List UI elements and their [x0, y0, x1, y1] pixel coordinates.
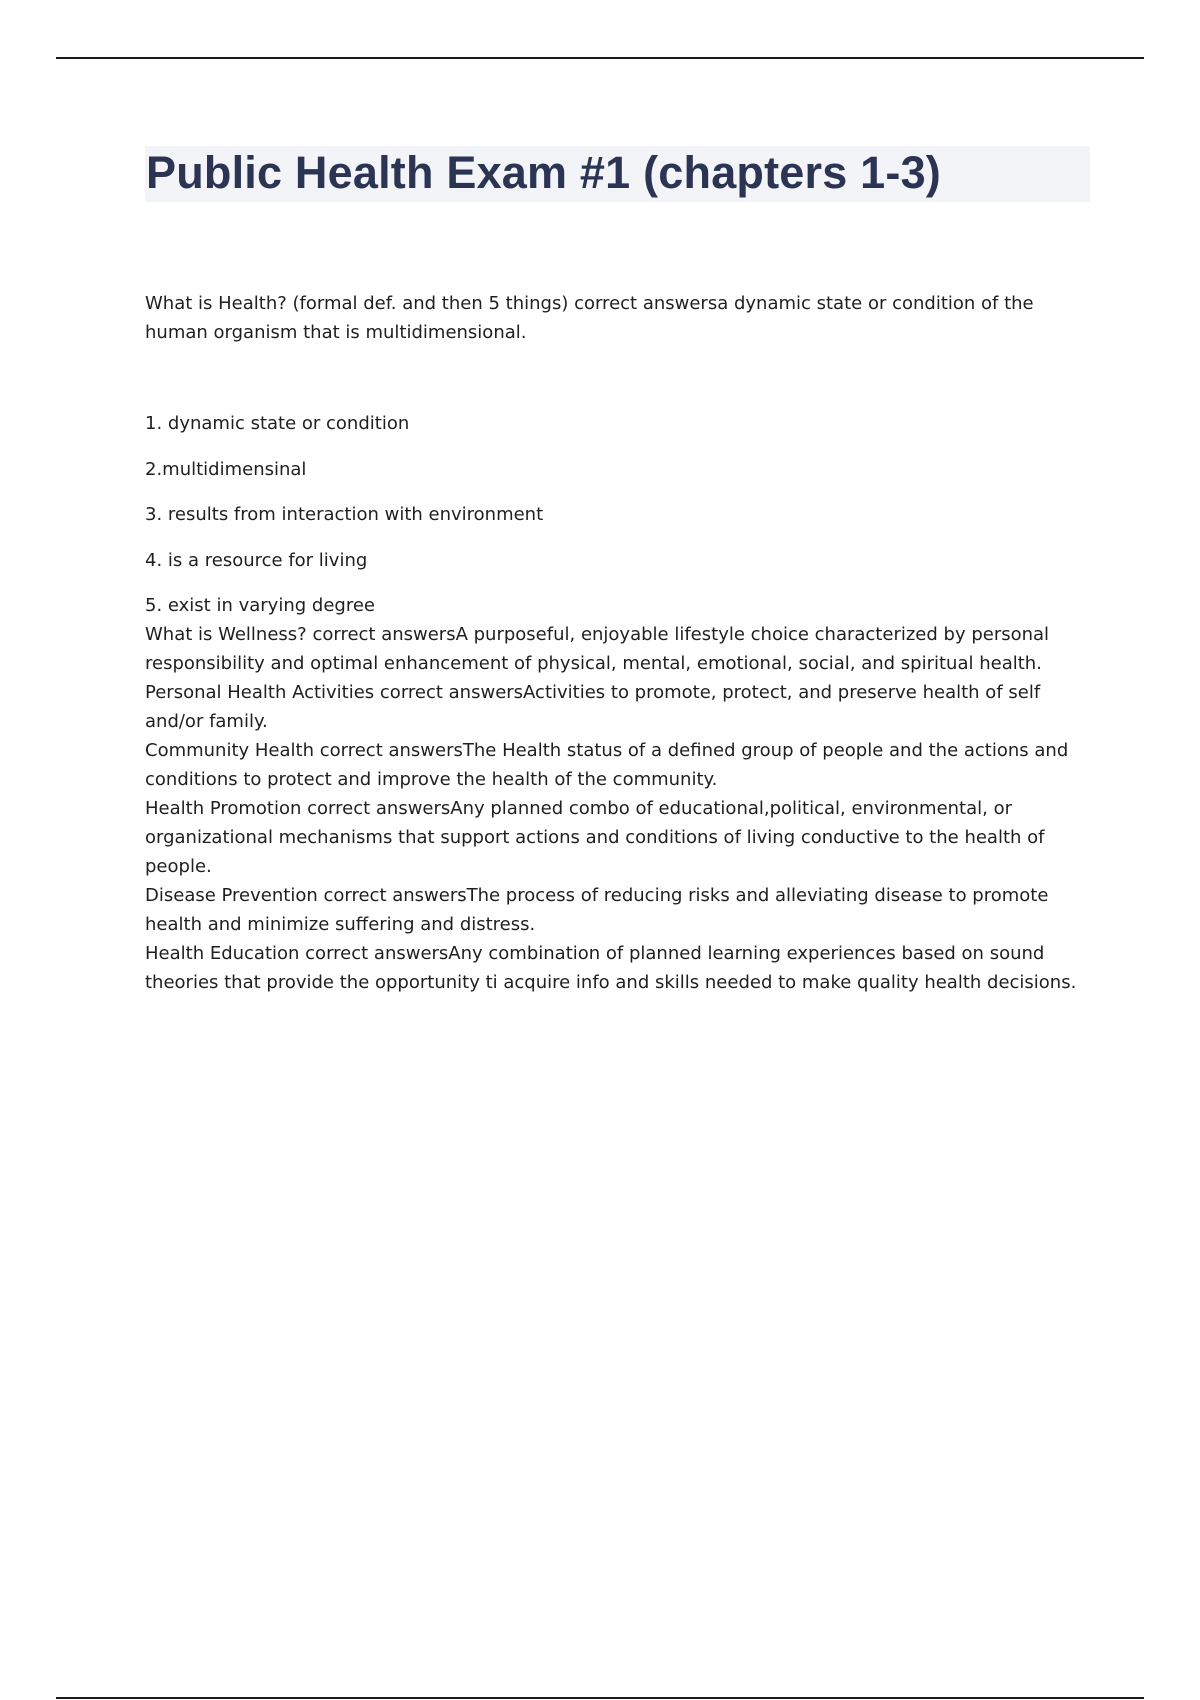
- list-item: 4. is a resource for living: [145, 549, 368, 571]
- header-rule: [56, 57, 1144, 59]
- page-title: Public Health Exam #1 (chapters 1-3): [146, 147, 941, 198]
- list-item: 2.multidimensinal: [145, 458, 307, 480]
- qa-wellness: What is Wellness? correct answersA purposeful, enjoyable lifestyle choice characterized by personal responsibility and optimal enhancement of physical, mental, emotional, social, and spiritual health.: [145, 624, 1050, 674]
- health-list: [145, 409, 1090, 620]
- footer-rule: [56, 1697, 1144, 1699]
- list-item: 5. exist in varying degree: [145, 595, 375, 616]
- qa-personal-health-activities: Personal Health Activities correct answersActivities to promote, protect, and preserve health of self and/or family.: [145, 682, 1041, 732]
- list-item: 1. dynamic state or condition: [145, 413, 410, 434]
- qa-health-education: Health Education correct answersAny combination of planned learning experiences based on sound theories that provide the opportunity ti acquire info and skills needed to make quality health decisions.: [145, 943, 1077, 993]
- qa-community-health: Community Health correct answersThe Health status of a defined group of people and the actions and conditions to protect and improve the health of the community.: [145, 740, 1069, 790]
- qa-health-definition: What is Health? (formal def. and then 5 things) correct answersa dynamic state or condition of the human organism that is multidimensional.: [145, 293, 1034, 343]
- qa-health-promotion: Health Promotion correct answersAny planned combo of educational,political, environmental, or organizational mechanisms that support actions and conditions of living conductive to the health of people.: [145, 798, 1045, 877]
- list-item: 3. results from interaction with environment: [145, 504, 544, 525]
- document-body: [145, 289, 1090, 997]
- qa-disease-prevention: Disease Prevention correct answersThe process of reducing risks and alleviating disease to promote health and minimize suffering and distress.: [145, 885, 1049, 935]
